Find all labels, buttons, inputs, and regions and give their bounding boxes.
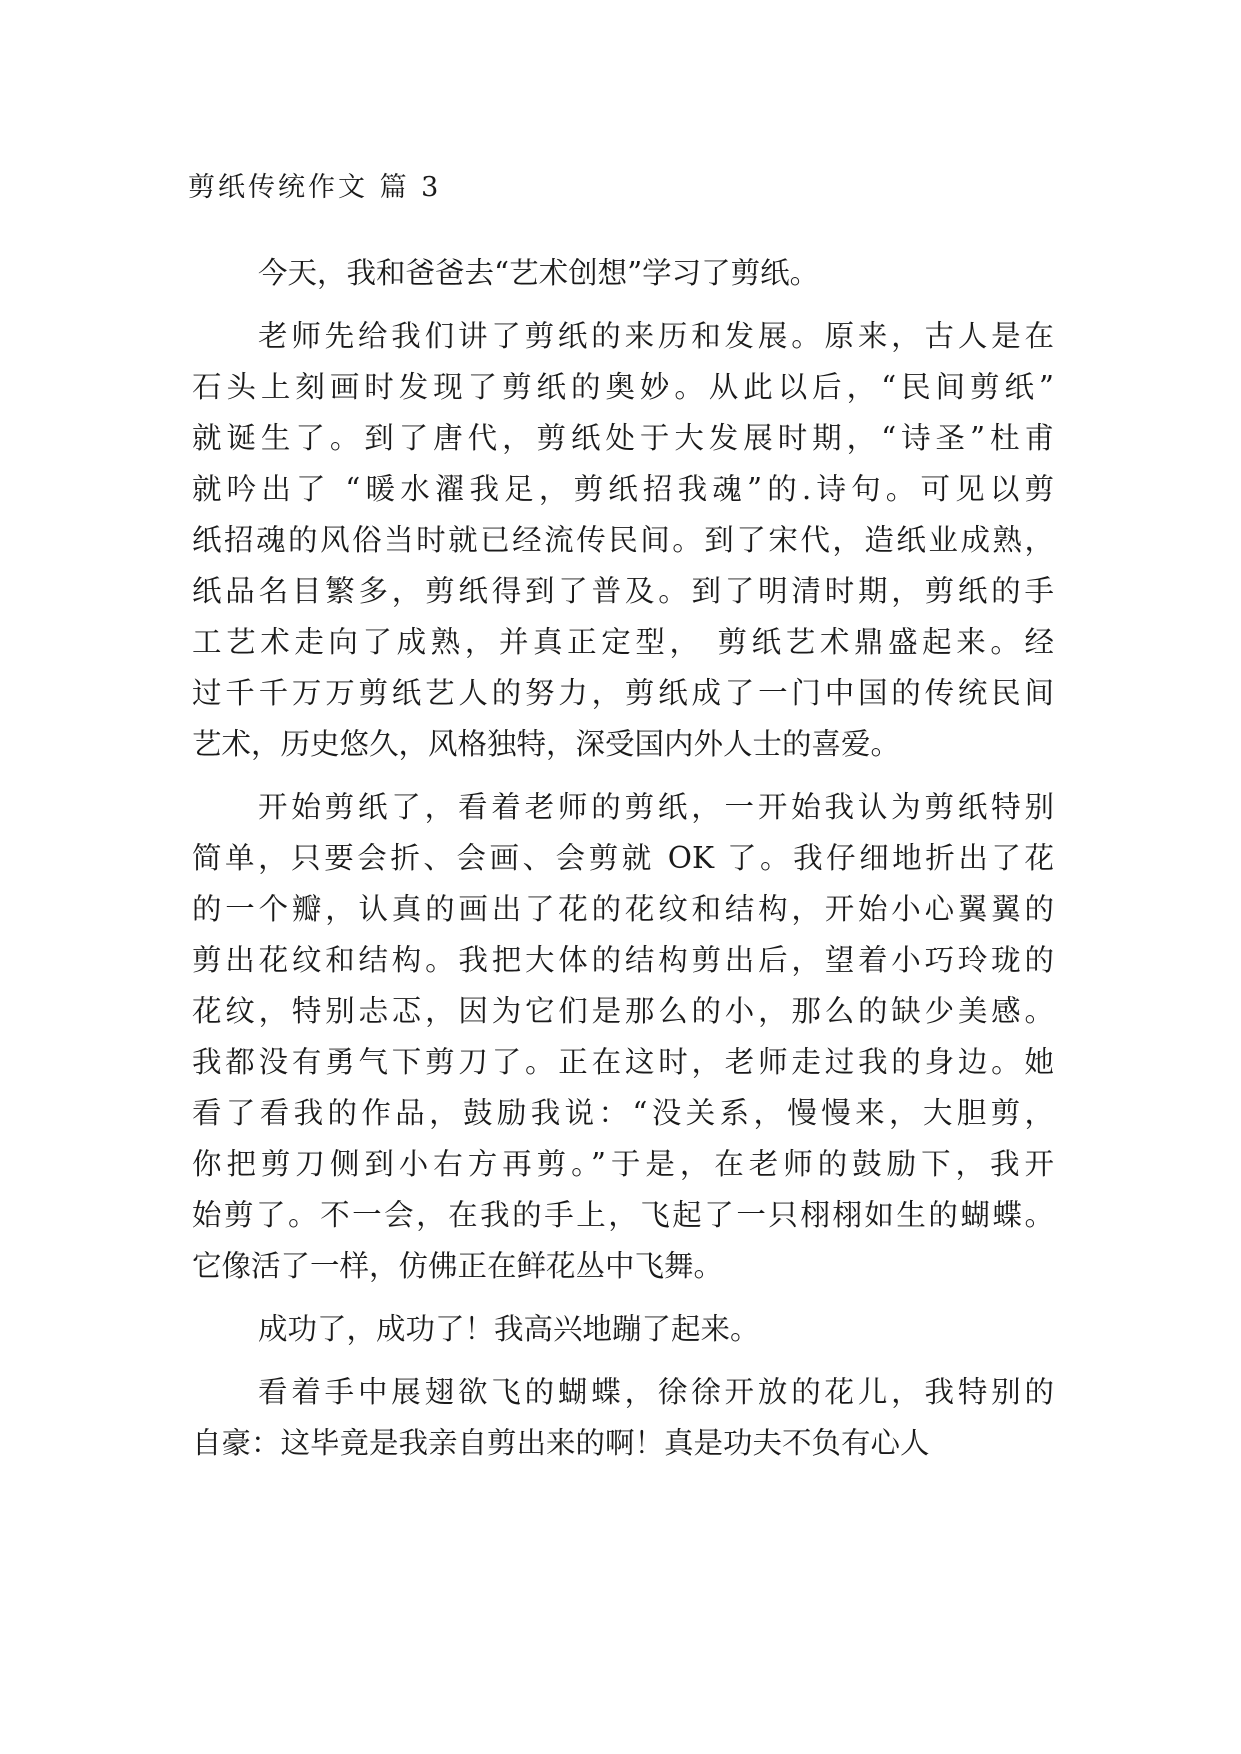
- paragraph: [192, 1367, 1054, 1469]
- paragraph: [192, 311, 1054, 770]
- text-line: 剪出花纹和结构。我把大体的结构剪出后，望着小巧玲珑的: [192, 943, 1054, 977]
- paragraph: [192, 782, 1054, 1292]
- paragraph: [192, 1304, 1054, 1355]
- text-line: 石头上刻画时发现了剪纸的奥妙。从此以后，“民间剪纸”: [192, 370, 1054, 404]
- text-line: 看着手中展翅欲飞的蝴蝶，徐徐开放的花儿，我特别的: [258, 1375, 1054, 1409]
- text-line: 就诞生了。到了唐代，剪纸处于大发展时期，“诗圣”杜甫: [192, 421, 1054, 455]
- text-line: 老师先给我们讲了剪纸的来历和发展。原来，古人是在: [258, 319, 1054, 353]
- text-line: 它像活了一样，仿佛正在鲜花丛中飞舞。: [192, 1249, 724, 1283]
- text-line: 过千千万万剪纸艺人的努力，剪纸成了一门中国的传统民间: [192, 676, 1054, 710]
- text-line: 工艺术走向了成熟，并真正定型， 剪纸艺术鼎盛起来。经: [192, 625, 1054, 659]
- text-line: 花纹，特别忐忑，因为它们是那么的小，那么的缺少美感。: [192, 994, 1054, 1028]
- text-line: 的一个瓣，认真的画出了花的花纹和结构，开始小心翼翼的: [192, 892, 1054, 926]
- document-title: 剪纸传统作文 篇 3: [188, 172, 442, 203]
- text-line: 我都没有勇气下剪刀了。正在这时，老师走过我的身边。她: [192, 1045, 1054, 1079]
- text-line: 就吟出了 “暖水濯我足，剪纸招我魂”的.诗句。可见以剪: [192, 472, 1054, 506]
- text-line: 纸招魂的风俗当时就已经流传民间。到了宋代，造纸业成熟，: [192, 523, 1054, 557]
- text-line: 自豪：这毕竟是我亲自剪出来的啊！真是功夫不负有心人: [192, 1426, 930, 1460]
- paragraph: [192, 248, 1054, 299]
- text-line: 看了看我的作品，鼓励我说：“没关系，慢慢来，大胆剪，: [192, 1096, 1054, 1130]
- document-body: [192, 248, 1054, 1481]
- text-line: 简单，只要会折、会画、会剪就 OK 了。我仔细地折出了花: [192, 841, 1054, 875]
- text-line: 纸品名目繁多，剪纸得到了普及。到了明清时期，剪纸的手: [192, 574, 1054, 608]
- text-line: 开始剪纸了，看着老师的剪纸，一开始我认为剪纸特别: [258, 790, 1054, 824]
- text-line: 始剪了。不一会，在我的手上，飞起了一只栩栩如生的蝴蝶。: [192, 1198, 1054, 1232]
- text-line: 成功了，成功了！我高兴地蹦了起来。: [258, 1312, 760, 1346]
- text-line: 今天，我和爸爸去“艺术创想”学习了剪纸。: [258, 256, 820, 290]
- text-line: 你把剪刀侧到小右方再剪。”于是，在老师的鼓励下，我开: [192, 1147, 1054, 1181]
- text-line: 艺术，历史悠久，风格独特，深受国内外人士的喜爱。: [192, 727, 901, 761]
